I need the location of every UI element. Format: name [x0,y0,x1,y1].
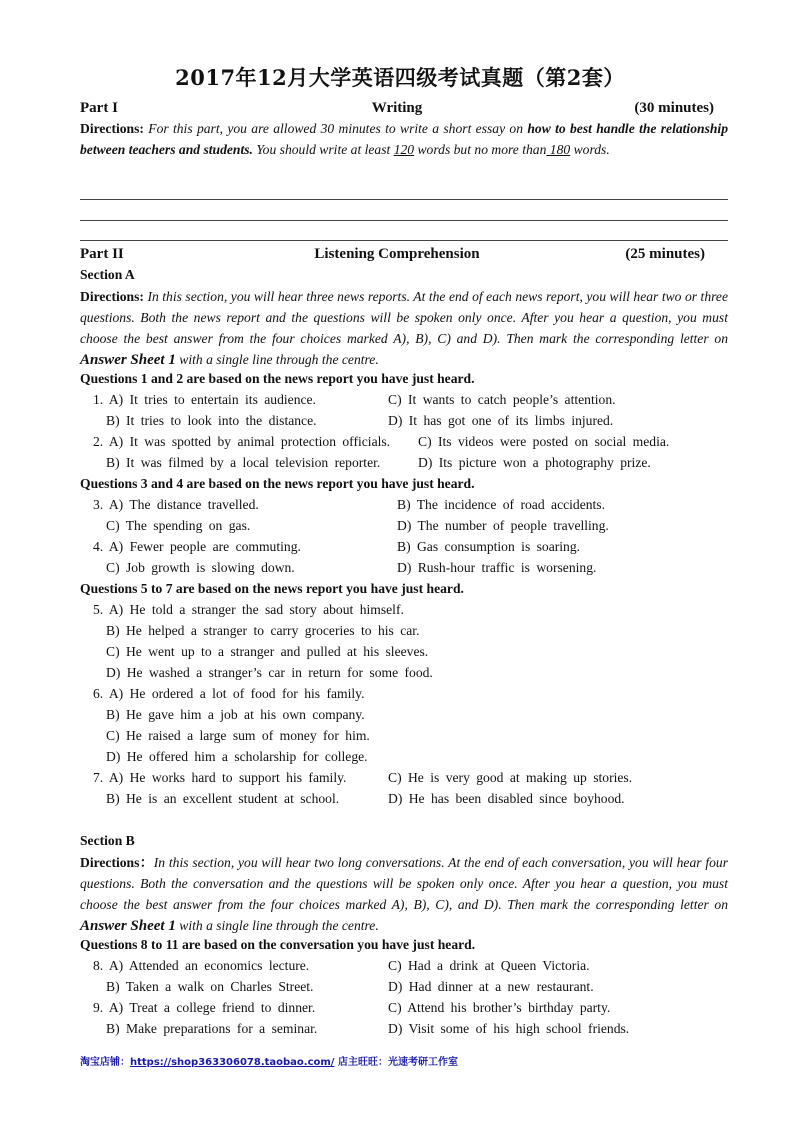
question-8-option-b: B) Taken a walk on Charles Street. [106,979,314,994]
question-6-option-b: B) He gave him a job at his own company. [106,707,365,722]
question-group-1-2: Questions 1 and 2 are based on the news report you have just heard. [80,371,475,386]
footer-owner: 店主旺旺：光速考研工作室 [334,1057,458,1068]
question-group-5-7: Questions 5 to 7 are based on the news report you have just heard. [80,581,464,596]
section-a-directions-end: with a single line through the centre. [175,352,379,367]
section-a-directions-text: In this section, you will hear three news reports. At the end of each news report, you will hear two or three questions. Both the news report and the questions will be spoken only once. After you hear a question, you must choose the best answer from the four choices marked A), B), C) and D). Then mark the corresponding letter on [80,289,728,346]
question-3-option-a: 3. A) The distance travelled. [93,497,259,512]
question-5-option-d: D) He washed a stranger’s car in return for some food. [106,665,433,680]
question-2-option-d: D) Its picture won a photography prize. [418,455,651,470]
writing-line-1 [80,199,728,200]
question-6-option-d: D) He offered him a scholarship for college. [106,749,368,764]
writing-line-3 [80,240,728,241]
question-3-option-c: C) The spending on gas. [106,518,251,533]
part1-directions-b: You should write at least [252,142,394,157]
part1-time: (30 minutes) [634,100,714,116]
section-b-directions-label: Directions： [80,855,154,870]
section-b-label: Section B [80,833,135,848]
question-1-option-a: 1. A) It tries to entertain its audience. [93,392,316,407]
question-9-option-d: D) Visit some of his high school friends. [388,1021,630,1036]
part2-name: Listening Comprehension [314,246,480,262]
question-2-option-a: 2. A) It was spotted by animal protection officials. [93,434,391,449]
question-8-option-a: 8. A) Attended an economics lecture. [93,958,310,973]
part1-directions-label: Directions: [80,121,144,136]
section-b-directions-end: with a single line through the centre. [175,918,379,933]
part1-directions-a: For this part, you are allowed 30 minutes to write a short essay on [148,121,528,136]
page-title: 2017年12月大学英语四级考试真题（第2套） [175,65,625,90]
question-5-option-b: B) He helped a stranger to carry groceries to his car. [106,623,420,638]
question-2-option-b: B) It was filmed by a local television reporter. [106,455,381,470]
question-1-option-b: B) It tries to look into the distance. [106,413,317,428]
question-1-option-c: C) It wants to catch people’s attention. [388,392,616,407]
section-a-directions-label: Directions: [80,289,144,304]
question-8-option-d: D) Had dinner at a new restaurant. [388,979,594,994]
question-5-option-a: 5. A) He told a stranger the sad story about himself. [93,602,404,617]
section-a-directions [80,286,728,371]
part1-label: Part I [80,100,118,116]
part2-label: Part II [80,246,124,262]
part1-name: Writing [371,100,423,116]
section-b-directions [80,852,728,937]
question-6-option-c: C) He raised a large sum of money for him. [106,728,370,743]
part1-directions-d: words. [570,142,610,157]
question-7-option-d: D) He has been disabled since boyhood. [388,791,625,806]
part2-time: (25 minutes) [625,246,705,262]
footer-shop-label: 淘宝店铺： [80,1057,130,1068]
writing-line-2 [80,220,728,221]
section-a-label: Section A [80,267,135,282]
question-9-option-b: B) Make preparations for a seminar. [106,1021,318,1036]
question-9-option-a: 9. A) Treat a college friend to dinner. [93,1000,316,1015]
question-7-option-b: B) He is an excellent student at school. [106,791,340,806]
question-3-option-d: D) The number of people travelling. [397,518,609,533]
section-b-answer-sheet: Answer Sheet 1 [80,918,176,934]
question-4-option-b: B) Gas consumption is soaring. [397,539,581,554]
footer [80,1053,458,1068]
question-9-option-c: C) Attend his brother’s birthday party. [388,1000,611,1015]
part1-min-words: 120 [393,142,415,157]
footer-shop-link[interactable]: https://shop363306078.taobao.com/ [130,1057,335,1068]
question-4-option-c: C) Job growth is slowing down. [106,560,295,575]
part1-max-words: 180 [546,142,571,157]
section-b-directions-text: In this section, you will hear two long conversations. At the end of each conversation, you will hear four questions. Both the conversation and the questions will be spoken only once. After you hear a question, you must choose the best answer from the four choices marked A), B), C), and D). Then mark the corresponding letter on [80,855,728,912]
question-5-option-c: C) He went up to a stranger and pulled at his sleeves. [106,644,429,659]
question-7-option-c: C) He is very good at making up stories. [388,770,633,785]
question-3-option-b: B) The incidence of road accidents. [397,497,606,512]
question-1-option-d: D) It has got one of its limbs injured. [388,413,614,428]
question-8-option-c: C) Had a drink at Queen Victoria. [388,958,590,973]
part1-directions-c: words but no more than [414,142,547,157]
part1-directions [80,118,728,160]
question-7-option-a: 7. A) He works hard to support his family. [93,770,347,785]
question-6-option-a: 6. A) He ordered a lot of food for his family. [93,686,365,701]
question-group-8-11: Questions 8 to 11 are based on the conversation you have just heard. [80,937,476,952]
question-2-option-c: C) Its videos were posted on social media. [418,434,670,449]
part1-topic: how to best handle the relationship between teachers and students. [80,121,728,157]
question-group-3-4: Questions 3 and 4 are based on the news report you have just heard. [80,476,475,491]
section-a-answer-sheet: Answer Sheet 1 [80,352,176,368]
question-4-option-a: 4. A) Fewer people are commuting. [93,539,301,554]
question-4-option-d: D) Rush-hour traffic is worsening. [397,560,597,575]
